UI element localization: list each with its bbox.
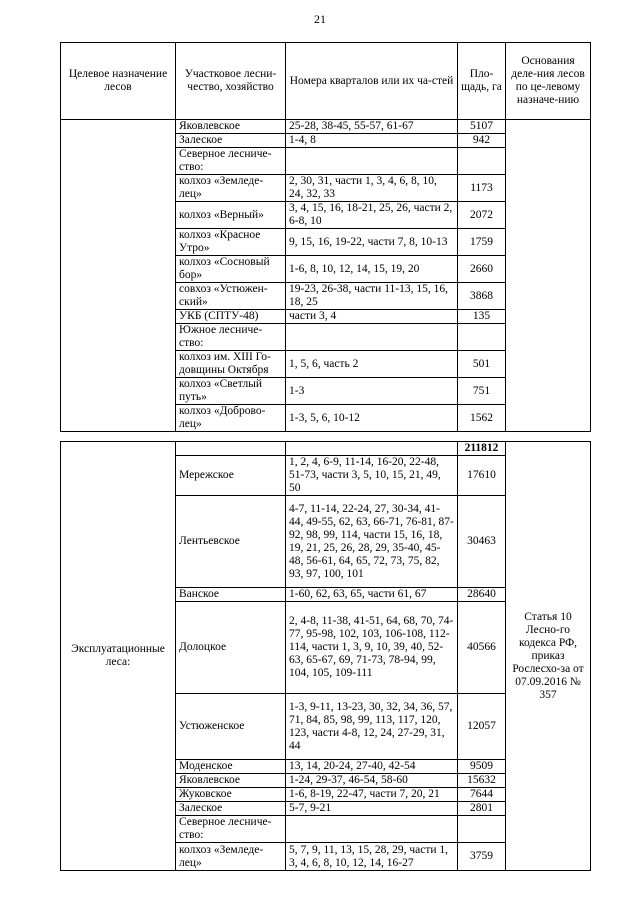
area-cell: 28640 [458,588,506,602]
area-total-cell: 211812 [458,442,506,456]
area-cell: 2072 [458,202,506,229]
area-cell: 3868 [458,283,506,310]
area-cell: 5107 [458,120,506,134]
quarters-cell: 1, 2, 4, 6-9, 11-14, 16-20, 22-48, 51-73, части 3, 5, 10, 15, 21, 49, 50 [286,456,458,496]
forest-purpose-table [60,42,591,432]
quarters-cell: 5, 7, 9, 11, 13, 15, 28, 29, части 1, 3, 4, 6, 8, 10, 12, 14, 16-27 [286,843,458,871]
table-row-exploitation-total [61,442,591,456]
area-cell: 15632 [458,774,506,788]
purpose-cell-empty [61,120,176,432]
forestry-cell-empty [176,442,286,456]
quarters-cell: 19-23, 26-38, части 11-13, 15, 16, 18, 25 [286,283,458,310]
quarters-cell: 1-6, 8-19, 22-47, части 7, 20, 21 [286,788,458,802]
area-cell: 942 [458,134,506,148]
area-cell: 135 [458,310,506,324]
area-cell [458,816,506,843]
quarters-cell: 25-28, 38-45, 55-57, 61-67 [286,120,458,134]
forestry-cell: совхоз «Устюжен-ский» [176,283,286,310]
quarters-cell: 13, 14, 20-24, 27-40, 42-54 [286,760,458,774]
area-cell: 3759 [458,843,506,871]
area-cell: 1173 [458,175,506,202]
header-purpose: Целевое назначение лесов [61,43,176,120]
forestry-cell: колхоз «Сосновый бор» [176,256,286,283]
forestry-cell: Северное лесниче-ство: [176,816,286,843]
purpose-cell-exploitation: Эксплуатационные леса: [61,442,176,871]
area-cell [458,324,506,351]
forestry-cell: Лентьевское [176,496,286,588]
forestry-cell: УКБ (СПТУ-48) [176,310,286,324]
quarters-cell: 9, 15, 16, 19-22, части 7, 8, 10-13 [286,229,458,256]
header-basis: Основания деле-ния лесов по це-левому назначе-нию [506,43,591,120]
quarters-cell-empty [286,442,458,456]
quarters-cell: части 3, 4 [286,310,458,324]
forestry-cell: колхоз «Красное Утро» [176,229,286,256]
area-cell: 501 [458,351,506,378]
forestry-cell: Моденское [176,760,286,774]
basis-cell-empty [506,120,591,432]
quarters-cell: 2, 30, 31, части 1, 3, 4, 6, 8, 10, 24, 32, 33 [286,175,458,202]
quarters-cell [286,324,458,351]
forestry-cell: Залеское [176,802,286,816]
area-cell: 12057 [458,694,506,760]
forestry-cell: Залеское [176,134,286,148]
forestry-cell: Яковлевское [176,774,286,788]
forestry-cell: Ванское [176,588,286,602]
quarters-cell [286,148,458,175]
forestry-cell: колхоз «Земледе-лец» [176,175,286,202]
forestry-cell: Устюженское [176,694,286,760]
area-cell: 9509 [458,760,506,774]
forestry-cell: колхоз «Светлый путь» [176,378,286,405]
area-cell: 30463 [458,496,506,588]
quarters-cell: 1-3, 9-11, 13-23, 30, 32, 34, 36, 57, 71, 84, 85, 98, 99, 113, 117, 120, 123, части 4-8, 12, 24, 27-29, 31, 44 [286,694,458,760]
area-cell: 1562 [458,405,506,432]
area-cell: 17610 [458,456,506,496]
area-cell: 1759 [458,229,506,256]
header-quarters: Номера кварталов или их ча-стей [286,43,458,120]
header-forestry: Участковое лесни-чество, хозяйство [176,43,286,120]
area-cell: 2660 [458,256,506,283]
quarters-cell: 1, 5, 6, часть 2 [286,351,458,378]
quarters-cell: 1-3 [286,378,458,405]
forestry-cell: Яковлевское [176,120,286,134]
quarters-cell: 1-24, 29-37, 46-54, 58-60 [286,774,458,788]
forestry-cell: колхоз им. XIII Го-довщины Октября [176,351,286,378]
forestry-cell: Жуковское [176,788,286,802]
forestry-cell: колхоз «Доброво-лец» [176,405,286,432]
forestry-cell: Мережское [176,456,286,496]
forest-purpose-table-exploitation [60,441,591,871]
forestry-cell: колхоз «Земледе-лец» [176,843,286,871]
area-cell: 40566 [458,602,506,694]
area-cell: 7644 [458,788,506,802]
basis-cell-exploitation: Статья 10 Лесно-го кодекса РФ, приказ Рослесхо-за от 07.09.2016 № 357 [506,442,591,871]
quarters-cell: 2, 4-8, 11-38, 41-51, 64, 68, 70, 74-77, 95-98, 102, 103, 106-108, 112-114, части 1, 3, 9, 10, 39, 40, 52-63, 65-67, 69, 71-73, 78-94, 99, 104, 105, 109-111 [286,602,458,694]
quarters-cell: 3, 4, 15, 16, 18-21, 25, 26, части 2, 6-8, 10 [286,202,458,229]
quarters-cell: 1-3, 5, 6, 10-12 [286,405,458,432]
forestry-cell: Южное лесниче-ство: [176,324,286,351]
header-area: Пло-щадь, га [458,43,506,120]
forestry-cell: колхоз «Верный» [176,202,286,229]
quarters-cell: 4-7, 11-14, 22-24, 27, 30-34, 41-44, 49-55, 62, 63, 66-71, 76-81, 87-92, 98, 99, 114, части 15, 16, 18, 19, 21, 25, 26, 28, 29, 35-40, 45-48, 56-61, 64, 65, 72, 73, 75, 82, 93, 97, 100, 101 [286,496,458,588]
quarters-cell [286,816,458,843]
quarters-cell: 5-7, 9-21 [286,802,458,816]
area-cell: 751 [458,378,506,405]
forestry-cell: Северное лесниче-ство: [176,148,286,175]
quarters-cell: 1-6, 8, 10, 12, 14, 15, 19, 20 [286,256,458,283]
table-header-row [61,43,591,120]
quarters-cell: 1-4, 8 [286,134,458,148]
page-number: 21 [314,12,326,26]
forestry-cell: Долоцкое [176,602,286,694]
table-row [61,120,591,134]
area-cell: 2801 [458,802,506,816]
area-cell [458,148,506,175]
quarters-cell: 1-60, 62, 63, 65, части 61, 67 [286,588,458,602]
